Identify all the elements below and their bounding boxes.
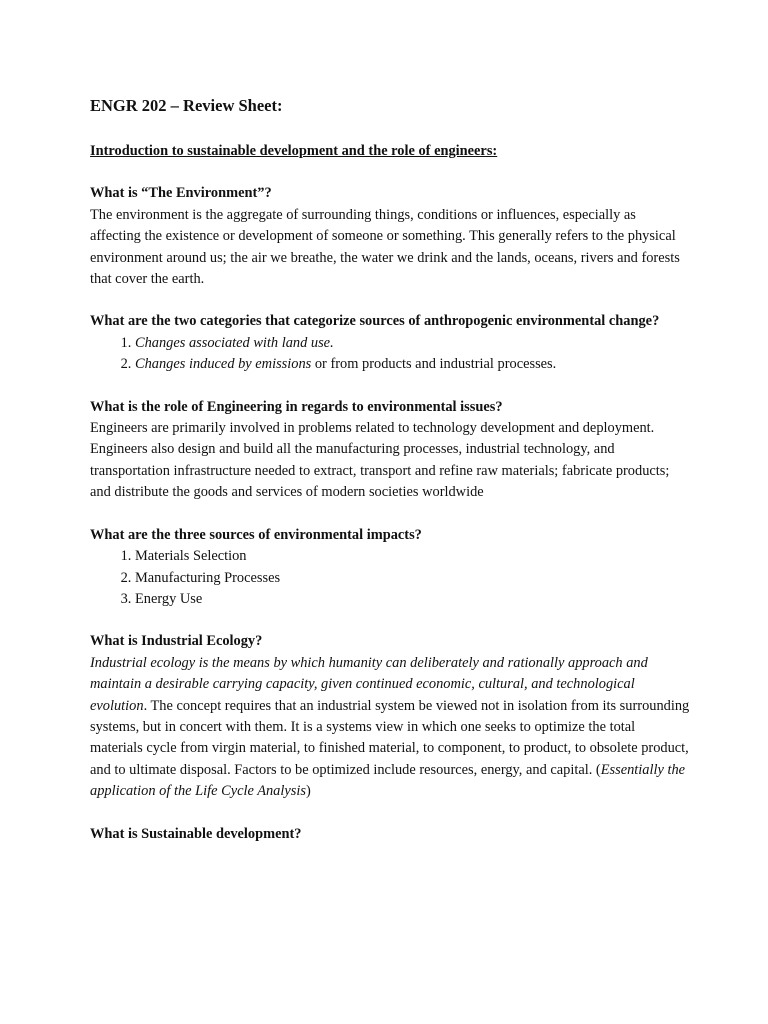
- list-item: 3. Energy Use: [135, 589, 690, 610]
- definition-italic-text: Industrial ecology is the means by which humanity can deliberately and rationally approach and maintain a desirable carrying capacity, given continued economic, cultural, and technological evolution: [90, 654, 648, 714]
- parenthetical-italic-text: Essentially the application of the Life Cycle Analysis: [90, 761, 686, 800]
- list-item: [135, 354, 690, 375]
- document-content: [90, 95, 690, 866]
- question-environment: What is “The Environment”?: [90, 185, 272, 202]
- question-sustainable-development: What is Sustainable development?: [90, 825, 302, 842]
- qa-industrial-ecology: [90, 631, 690, 802]
- section-title: Introduction to sustainable development and the role of engineers:: [90, 143, 498, 159]
- question-impact-sources: What are the three sources of environmental impacts?: [90, 526, 422, 543]
- qa-environment: [90, 183, 690, 290]
- impact-sources-list: [90, 546, 690, 610]
- question-industrial-ecology: What is Industrial Ecology?: [90, 633, 263, 650]
- answer-text: . The concept requires that an industrial system be viewed not in isolation from its surrounding systems, but in concert with them. It is a systems view in which one seeks to optimize the total materials cycle from virgin material, to finished material, to component, to product, to obsolete product, and to ultimate disposal. Factors to be optimized include resources, energy, and capital. (: [90, 697, 690, 778]
- list-item: 1. Materials Selection: [135, 546, 690, 567]
- question-engineering-role: What is the role of Engineering in regards to environmental issues?: [90, 398, 503, 415]
- qa-engineering-role: [90, 397, 690, 504]
- list-item-text: Changes associated with land use.: [135, 334, 334, 351]
- list-item: 2. Manufacturing Processes: [135, 568, 690, 589]
- qa-sustainable-development: [90, 824, 690, 845]
- answer-industrial-ecology: [90, 653, 690, 803]
- qa-anthropogenic-change: [90, 311, 690, 375]
- list-item-italic-text: Changes induced by emissions: [135, 356, 312, 373]
- list-item-text: or from products and industrial processes.: [311, 356, 557, 373]
- anthropogenic-change-list: [90, 333, 690, 376]
- document-title: ENGR 202 – Review Sheet:: [90, 96, 283, 115]
- answer-environment: The environment is the aggregate of surrounding things, conditions or influences, especially as affecting the existence or development of someone or something. This generally refers to the physical environment around us; the air we breathe, the water we drink and the lands, oceans, rivers and forests that cover the earth.: [90, 206, 680, 288]
- answer-engineering-role: Engineers are primarily involved in problems related to technology development and deployment. Engineers also design and build all the manufacturing processes, industrial technology, and transportation infrastructure needed to extract, transport and refine raw materials; fabricate products; and distribute the goods and services of modern societies worldwide: [90, 420, 670, 501]
- list-item: [135, 333, 690, 354]
- question-anthropogenic-change: What are the two categories that categorize sources of anthropogenic environmental change?: [90, 313, 660, 330]
- closing-paren: ): [305, 783, 311, 800]
- qa-impact-sources: [90, 525, 690, 611]
